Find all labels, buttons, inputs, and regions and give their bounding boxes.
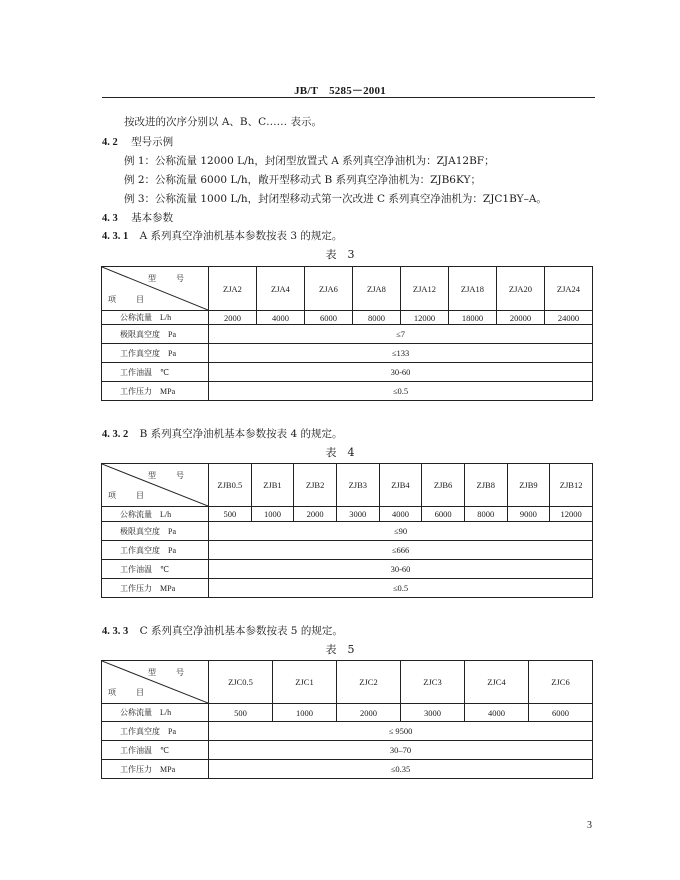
model-cell: ZJC6: [529, 661, 593, 704]
example-3: 例 3：公称流量 1000 L/h，封闭型移动式第一次改进 C 系列真空净油机为：ZJC1BY–A。: [124, 193, 547, 205]
row-label: [102, 522, 209, 541]
diagonal-header-cell: [102, 464, 209, 507]
row-label-text: 公称流量: [120, 509, 152, 519]
diagonal-header-cell: [102, 661, 209, 704]
table-row: [102, 507, 593, 522]
table-row: [102, 541, 593, 560]
header-rule: [102, 97, 595, 98]
row-unit: Pa: [168, 545, 176, 555]
flow-cell: 8000: [464, 507, 507, 522]
model-cell: ZJB9: [507, 464, 550, 507]
row-label: [102, 704, 209, 722]
table-4: [101, 463, 593, 598]
row-label-text: 工作真空度: [120, 348, 160, 358]
diagonal-header-cell: [102, 267, 209, 311]
flow-cell: 2000: [337, 704, 401, 722]
row-unit: Pa: [168, 526, 176, 536]
flow-cell: 6000: [529, 704, 593, 722]
flow-cell: 4000: [465, 704, 529, 722]
value-cell: ≤133: [209, 344, 593, 363]
model-cell: ZJB1: [251, 464, 294, 507]
model-cell: ZJB8: [464, 464, 507, 507]
section-number: 4. 3. 2: [102, 429, 129, 440]
flow-cell: 6000: [422, 507, 465, 522]
row-unit: Pa: [168, 348, 176, 358]
table-row: [102, 722, 593, 741]
model-label: 型 号: [148, 668, 190, 677]
example-2: 例 2：公称流量 6000 L/h，敞开型移动式 B 系列真空净油机为：ZJB6KY；: [124, 174, 481, 186]
table-row: [102, 704, 593, 722]
table-5: [101, 660, 593, 779]
value-cell: ≤0.5: [209, 382, 593, 401]
value-cell: ≤7: [209, 325, 593, 344]
row-unit: ℃: [160, 564, 169, 574]
table-header-row: [102, 464, 593, 507]
table-row: [102, 382, 593, 401]
row-unit: L/h: [160, 313, 172, 322]
table-4-caption: 表 4: [325, 446, 355, 459]
row-unit: Pa: [168, 726, 176, 736]
model-cell: ZJC4: [465, 661, 529, 704]
model-cell: ZJA4: [257, 267, 305, 311]
model-cell: ZJA6: [305, 267, 353, 311]
flow-cell: 3000: [401, 704, 465, 722]
row-unit: MPa: [160, 583, 176, 593]
section-text: C 系列真空净油机基本参数按表 5 的规定。: [139, 625, 343, 637]
row-label: [102, 560, 209, 579]
row-label-text: 工作压力: [120, 764, 152, 774]
model-cell: ZJC2: [337, 661, 401, 704]
flow-cell: 9000: [507, 507, 550, 522]
model-cell: ZJA24: [545, 267, 593, 311]
table-row: [102, 325, 593, 344]
section-text: A 系列真空净油机基本参数按表 3 的规定。: [139, 230, 343, 242]
page-number: 3: [587, 820, 592, 831]
section-number: 4. 3. 1: [102, 231, 129, 242]
section-4-3-2: [102, 426, 343, 441]
model-cell: ZJA12: [401, 267, 449, 311]
flow-cell: 2000: [209, 311, 257, 325]
value-cell: ≤666: [209, 541, 593, 560]
section-4-2: [102, 134, 173, 149]
section-4-3: [102, 210, 173, 225]
flow-cell: 3000: [336, 507, 379, 522]
model-cell: ZJA8: [353, 267, 401, 311]
value-cell: 30-60: [209, 363, 593, 382]
flow-cell: 500: [209, 507, 252, 522]
value-cell: 30-60: [209, 560, 593, 579]
section-4-3-3: [102, 623, 343, 638]
table-header-row: [102, 267, 593, 311]
row-label-text: 工作压力: [120, 583, 152, 593]
flow-cell: 24000: [545, 311, 593, 325]
table-row: [102, 579, 593, 598]
section-number: 4. 3: [102, 213, 118, 224]
model-cell: ZJB3: [336, 464, 379, 507]
row-label-text: 工作油温: [120, 367, 152, 377]
example-1: 例 1：公称流量 12000 L/h，封闭型放置式 A 系列真空净油机为：ZJA12BF；: [124, 155, 495, 167]
flow-cell: 8000: [353, 311, 401, 325]
table-header-row: [102, 661, 593, 704]
row-label: [102, 363, 209, 382]
row-unit: Pa: [168, 329, 176, 339]
row-label: [102, 741, 209, 760]
row-label-text: 工作真空度: [120, 545, 160, 555]
table-row: [102, 311, 593, 325]
flow-cell: 6000: [305, 311, 353, 325]
section-text: B 系列真空净油机基本参数按表 4 的规定。: [139, 428, 343, 440]
row-label: [102, 311, 209, 325]
row-label: [102, 579, 209, 598]
table-3-caption: 表 3: [325, 248, 355, 261]
model-label: 型 号: [148, 274, 190, 283]
flow-cell: 2000: [294, 507, 337, 522]
value-cell: ≤0.5: [209, 579, 593, 598]
table-5-caption: 表 5: [325, 643, 355, 656]
row-unit: ℃: [160, 367, 169, 377]
model-cell: ZJC1: [273, 661, 337, 704]
value-cell: ≤ 9500: [209, 722, 593, 741]
section-number: 4. 2: [102, 137, 118, 148]
model-cell: ZJB2: [294, 464, 337, 507]
model-cell: ZJC0.5: [209, 661, 273, 704]
table-row: [102, 741, 593, 760]
row-label-text: 工作油温: [120, 745, 152, 755]
flow-cell: 1000: [273, 704, 337, 722]
row-label-text: 工作真空度: [120, 726, 160, 736]
item-label: 项 目: [108, 491, 150, 500]
row-label-text: 公称流量: [120, 708, 152, 717]
table-row: [102, 522, 593, 541]
row-label: [102, 760, 209, 779]
flow-cell: 4000: [257, 311, 305, 325]
value-cell: ≤90: [209, 522, 593, 541]
row-unit: MPa: [160, 386, 176, 396]
row-unit: L/h: [160, 708, 172, 717]
row-label: [102, 541, 209, 560]
row-label-text: 极限真空度: [120, 329, 160, 339]
section-title: 型号示例: [131, 136, 174, 148]
row-label-text: 工作压力: [120, 386, 152, 396]
flow-cell: 500: [209, 704, 273, 722]
value-cell: ≤0.35: [209, 760, 593, 779]
table-row: [102, 344, 593, 363]
table-3: [101, 266, 593, 401]
model-cell: ZJC3: [401, 661, 465, 704]
row-label: [102, 325, 209, 344]
row-label-text: 工作油温: [120, 564, 152, 574]
item-label: 项 目: [108, 295, 150, 304]
flow-cell: 4000: [379, 507, 422, 522]
model-cell: ZJA2: [209, 267, 257, 311]
model-cell: ZJB0.5: [209, 464, 252, 507]
table-row: [102, 760, 593, 779]
section-number: 4. 3. 3: [102, 626, 129, 637]
model-cell: ZJB6: [422, 464, 465, 507]
row-label: [102, 722, 209, 741]
model-label: 型 号: [148, 471, 190, 480]
value-cell: 30–70: [209, 741, 593, 760]
model-cell: ZJB12: [550, 464, 593, 507]
page-header: JB/T 5285－2001: [294, 85, 386, 97]
table-row: [102, 363, 593, 382]
flow-cell: 12000: [401, 311, 449, 325]
row-unit: ℃: [160, 745, 169, 755]
intro-text: 按改进的次序分别以 A、B、C…… 表示。: [124, 116, 323, 128]
flow-cell: 1000: [251, 507, 294, 522]
row-label: [102, 382, 209, 401]
table-row: [102, 560, 593, 579]
flow-cell: 12000: [550, 507, 593, 522]
section-title: 基本参数: [131, 212, 174, 224]
flow-cell: 18000: [449, 311, 497, 325]
item-label: 项 目: [108, 688, 150, 697]
row-unit: MPa: [160, 764, 176, 774]
model-cell: ZJA18: [449, 267, 497, 311]
row-label: [102, 507, 209, 522]
row-label-text: 极限真空度: [120, 526, 160, 536]
row-unit: L/h: [160, 509, 172, 519]
model-cell: ZJA20: [497, 267, 545, 311]
row-label-text: 公称流量: [120, 313, 152, 322]
model-cell: ZJB4: [379, 464, 422, 507]
section-4-3-1: [102, 228, 342, 243]
row-label: [102, 344, 209, 363]
flow-cell: 20000: [497, 311, 545, 325]
